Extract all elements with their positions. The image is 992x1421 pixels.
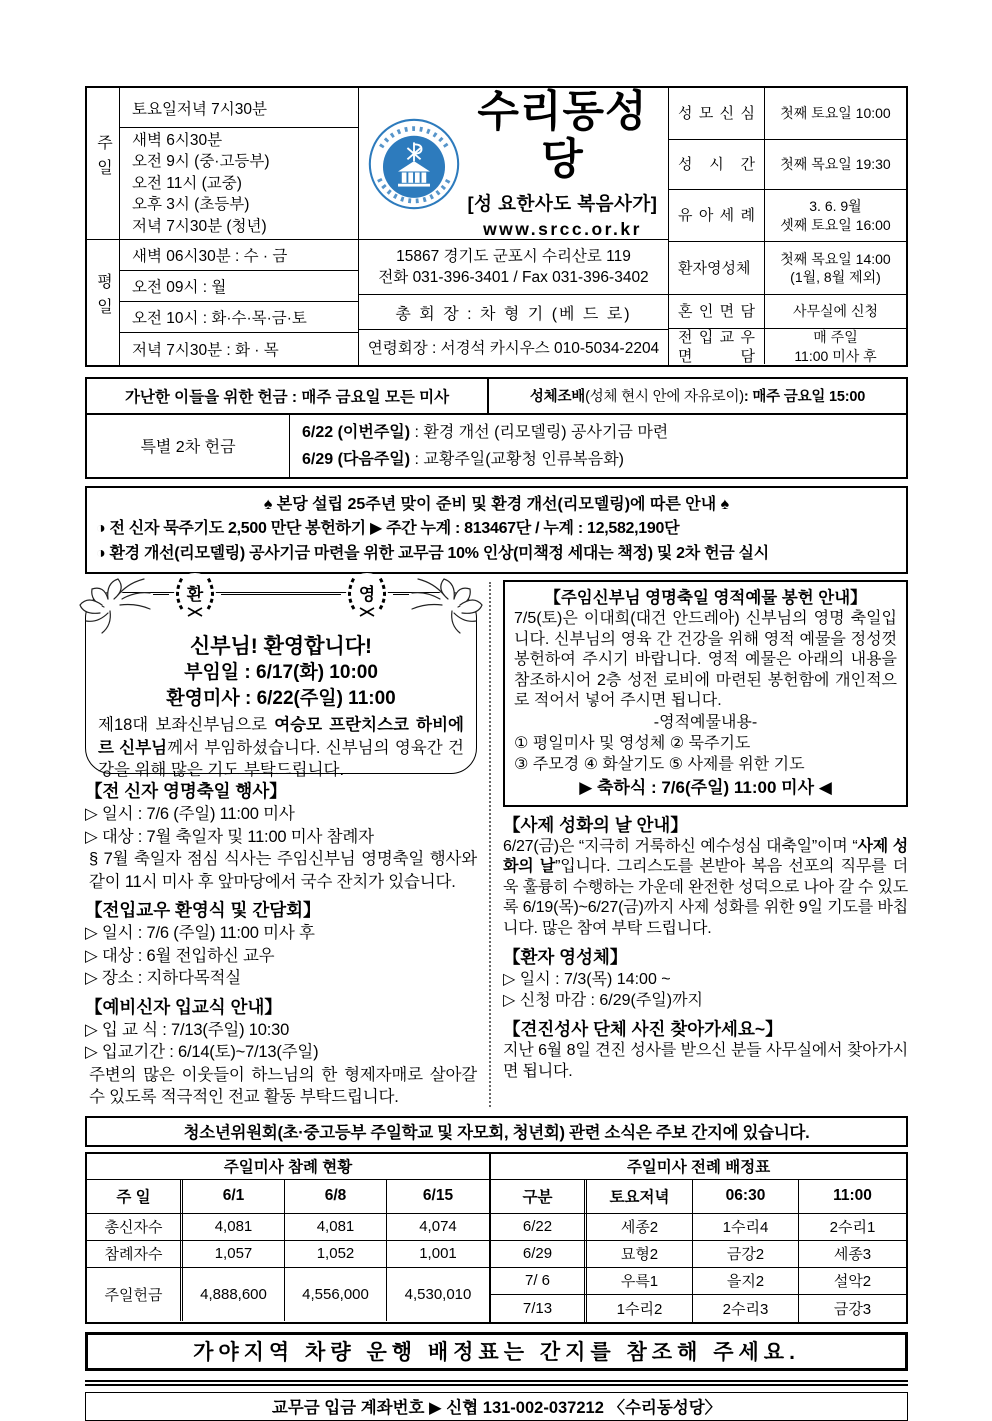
- right-column: [489, 580, 908, 1109]
- account-number-notice: 교무금 입금 계좌번호 ▶ 신협 131-002-037212 〈수리동성당〉: [85, 1392, 908, 1421]
- anniversary-line: ◑ 환경 개선(리모델링) 공사기금 마련을 위한 교무금 10% 인상(미책정 세대는 책정) 및 2차 헌금 실시: [96, 544, 769, 562]
- section-item: ▷ 입교기간 : 6/14(토)~7/13(주일): [85, 1043, 319, 1061]
- table-cell: 1수리2: [587, 1295, 693, 1322]
- weekday-mass-row: 저녁 7시30분 : 화 · 목: [132, 341, 279, 359]
- table-header-cell: 토요저녁: [587, 1180, 693, 1213]
- table-title: 주일미사 전례 배정표: [491, 1154, 906, 1180]
- table-header-cell: 주 일: [87, 1180, 183, 1213]
- welcome-box: [85, 585, 477, 779]
- service-label: 혼 인 면 담: [678, 303, 755, 320]
- services-column: [669, 88, 906, 365]
- table-header-cell: 6/1: [183, 1180, 285, 1213]
- church-website: www.srcc.or.kr: [483, 218, 642, 239]
- chairman-line: 총 회 장 : 차 형 기 (베 드 로): [359, 295, 668, 330]
- service-label: 전 입 교 우: [678, 328, 755, 346]
- gift-box-list-line: ① 평일미사 및 영성체 ② 묵주기도: [514, 734, 751, 752]
- table-cell: 금강2: [693, 1241, 799, 1267]
- laurel-wreath-icon: [169, 571, 221, 617]
- patient-communion-section: [503, 946, 908, 1011]
- section-item: 주변의 많은 이웃들이 하느님의 한 형제자매로 살아갈 수 있도록 적극적인 전교 활동 부탁드립니다.: [89, 1065, 477, 1106]
- weekday-mass-row: 오전 10시 : 화·수·목·금·토: [120, 302, 358, 333]
- service-value: 첫째 목요일 19:30: [780, 156, 891, 173]
- service-value: 사무실에 신청: [792, 303, 879, 320]
- table-cell: 4,074: [419, 1218, 457, 1235]
- table-cell: 6/22: [491, 1214, 587, 1240]
- table-header-cell: 6/8: [285, 1180, 387, 1213]
- table-cell: 세종2: [587, 1214, 693, 1240]
- gift-box-subtitle: -영적예물내용-: [653, 713, 758, 731]
- table-cell: 7/ 6: [491, 1268, 587, 1294]
- church-subtitle: [성 요한사도 복음사가]: [467, 192, 658, 214]
- service-value: (1월, 8월 제외): [790, 269, 881, 285]
- table-row: [87, 1241, 489, 1268]
- spiritual-gift-box: [503, 580, 908, 807]
- table-row: [491, 1214, 906, 1241]
- service-value: 첫째 토요일 10:00: [780, 105, 891, 122]
- feast-day-section: [85, 779, 477, 893]
- double-rule-divider: [85, 1380, 908, 1386]
- welcome-title: 신부님! 환영합니다!: [189, 635, 373, 658]
- table-cell: 묘형2: [587, 1241, 693, 1267]
- table-row: [491, 1295, 906, 1322]
- table-row: [87, 1268, 489, 1321]
- youth-committee-notice: 청소년위원회(초·중고등부 주일학교 및 자모회, 청년회) 관련 소식은 주보 간지에 있습니다.: [85, 1116, 908, 1147]
- adoration-time: : 매주 금요일 15:00: [743, 389, 866, 405]
- table-cell: 주일헌금: [87, 1268, 183, 1321]
- service-row: [669, 295, 906, 329]
- anniversary-line: ◑ 전 신자 묵주기도 2,500 만단 봉헌하기 ▶ 주간 누계 : 813467단 / 누계 : 12,582,190단: [96, 520, 680, 537]
- table-cell: 6/29: [491, 1241, 587, 1267]
- section-heading: 【환자 영성체】: [503, 947, 628, 967]
- anniversary-notice-box: [85, 486, 908, 575]
- gaya-region-notice: 가야지역 차량 운행 배정표는 간지를 참조해 주세요.: [85, 1332, 908, 1371]
- table-cell: 1수리4: [693, 1214, 799, 1240]
- attendance-table: [85, 1152, 490, 1324]
- table-row: [491, 1268, 906, 1295]
- laurel-wreath-icon: [341, 571, 393, 617]
- service-value: 3. 6. 9월: [809, 198, 862, 214]
- section-heading: 【전 신자 영명축일 행사】: [85, 781, 287, 801]
- service-value: 셋째 토요일 16:00: [780, 216, 891, 233]
- section-item: ▷ 입 교 식 : 7/13(주일) 10:30: [85, 1020, 290, 1039]
- sunday-mass-line: 오전 11시 (교중): [132, 174, 242, 192]
- service-row: [669, 140, 906, 190]
- poor-offering-cell: 가난한 이들을 위한 헌금 : 매주 금요일 모든 미사: [87, 379, 489, 413]
- church-name: 수리동성당: [477, 87, 648, 184]
- svg-text:환: 환: [186, 585, 204, 604]
- section-item: ▷ 대상 : 6월 전입하신 교우: [85, 946, 275, 965]
- special-offering-date: 6/29 (다음주일): [302, 450, 411, 468]
- catechumen-section: [85, 995, 477, 1109]
- bulletin-page: [85, 86, 908, 1421]
- church-identity-column: [359, 88, 669, 365]
- section-item: ▷ 일시 : 7/3(목) 14:00 ~: [503, 971, 671, 988]
- table-title: 주일미사 참례 현황: [87, 1154, 489, 1180]
- welcome-mass-date: 환영미사 : 6/22(주일) 11:00: [166, 688, 396, 709]
- table-header-cell: 6/15: [422, 1187, 454, 1204]
- table-cell: 세종3: [833, 1246, 872, 1263]
- service-value: 11:00 미사 후: [794, 347, 877, 364]
- section-item: ▷ 신청 마감 : 6/29(주일)까지: [503, 992, 703, 1009]
- welcome-paragraph: 제18대 보좌신부님으로 여승모 프란치스코 하비에르 신부님께서 부임하셨습니다. 신부님의 영육간 건강을 위해 많은 기도 부탁드립니다.: [98, 716, 464, 779]
- body-columns: [85, 580, 908, 1109]
- statistics-tables: [85, 1152, 908, 1324]
- service-row: [669, 242, 906, 295]
- anniversary-title: ♠ 본당 설립 25주년 맞이 준비 및 환경 개선(리모델링)에 따른 안내 ♠: [263, 495, 730, 513]
- section-item: ▷ 일시 : 7/6 (주일) 11:00 미사: [85, 805, 295, 823]
- service-row: [669, 190, 906, 242]
- table-cell: 2수리3: [693, 1295, 799, 1322]
- table-cell: 1,057: [183, 1241, 285, 1267]
- service-row: [669, 88, 906, 140]
- weekday-mass-row: 새벽 06시30분 : 수 · 금: [120, 240, 358, 271]
- gift-box-title: 【주임신부님 영명축일 영적예물 봉헌 안내】: [544, 589, 867, 607]
- table-cell: 2수리1: [829, 1219, 876, 1236]
- sunday-mass-line: 새벽 6시30분: [132, 131, 223, 149]
- confirmation-photo-section: [503, 1018, 908, 1082]
- section-item: ▷ 대상 : 7월 축일자 및 11:00 미사 참례자: [85, 827, 374, 846]
- table-header-row: [87, 1180, 489, 1214]
- gift-box-paragraph: 7/5(토)은 이대희(대건 안드레아) 신부님의 영명 축일입니다. 신부님의 영육 간 건강을 위해 영적 예물을 정성껏 봉헌하여 주시기 바랍니다. 영적 예물은 아래의 내용을 참조하시어 2층 성전 로비에 마련된 봉헌함에 개인적으로 적어서 넣어 주시면 됩니다.: [514, 610, 897, 709]
- table-cell: 4,081: [285, 1214, 387, 1240]
- liturgy-table: [490, 1152, 908, 1324]
- adoration-title: 성체조배: [529, 389, 586, 405]
- sunday-mass-line: 오전 9시 (중·고등부): [132, 153, 270, 171]
- section-item: ▷ 장소 : 지하다목적실: [85, 969, 241, 987]
- section-heading: 【사제 성화의 날 안내】: [503, 814, 688, 835]
- special-offering-label: 특별 2차 헌금: [87, 415, 290, 477]
- sunday-mass-line: 오후 3시 (초등부): [132, 196, 250, 214]
- service-label: 환자영성체: [678, 259, 751, 277]
- table-cell: 1,001: [419, 1245, 457, 1262]
- table-header-cell: 구분: [491, 1180, 587, 1213]
- service-label: 성 모 신 심: [678, 105, 755, 122]
- section-paragraph: 지난 6월 8일 견진 성사를 받으신 분들 사무실에서 찾아가시면 됩니다.: [503, 1042, 908, 1080]
- column-divider: [489, 582, 491, 1107]
- sunday-schedule: [87, 88, 358, 240]
- service-label: 유 아 세 례: [678, 207, 755, 224]
- welcome-appointment-date: 부임일 : 6/17(화) 10:00: [184, 662, 378, 683]
- table-header-cell: 06:30: [693, 1180, 799, 1213]
- sunday-label: 주일: [87, 88, 120, 239]
- table-cell: 1,052: [285, 1241, 387, 1267]
- section-heading: 【전입교우 환영식 및 간담회】: [85, 900, 321, 920]
- purgatory-chairman-line: 연령회장 : 서경석 카시우스 010-5034-2204: [367, 340, 660, 358]
- table-cell: 4,888,600: [183, 1268, 285, 1321]
- table-cell: 참례자수: [87, 1241, 183, 1267]
- church-logo-icon: [367, 117, 461, 211]
- masthead-table: [85, 86, 908, 367]
- left-column: [85, 580, 489, 1109]
- offering-table: [85, 377, 908, 479]
- table-cell: 4,556,000: [285, 1268, 387, 1321]
- gift-box-footer: ▶ 축하식 : 7/6(주일) 11:00 미사 ◀: [579, 777, 832, 797]
- section-item: ▷ 일시 : 7/6 (주일) 11:00 미사 후: [85, 924, 315, 942]
- welcome-decoration: [132, 571, 430, 617]
- service-label: 성 시 간: [678, 156, 755, 173]
- saturday-mass-row: 토요일저녁 7시30분: [120, 88, 358, 128]
- table-cell: 4,530,010: [404, 1285, 472, 1303]
- svg-text:영: 영: [358, 585, 376, 604]
- table-row: [87, 1214, 489, 1241]
- table-header-cell: 11:00: [833, 1187, 872, 1204]
- gift-box-list-line: ③ 주모경 ④ 화살기도 ⑤ 사제를 위한 기도: [514, 756, 805, 773]
- service-value: 매 주일: [813, 329, 858, 345]
- section-paragraph: 6/27(금)은 “지극히 거룩하신 예수성심 대축일”이며 “사제 성화의 날”입니다. 그리스도를 본받아 복음 선포의 직무를 더욱 훌륭히 수행하는 가운데 완전한 성덕으로 나아 갈 수 있도록 6/19(목)~6/27(금)까지 사제 성화를 위한 9일 기도를 바칩니다. 많은 참여 부탁 드립니다.: [503, 837, 909, 937]
- weekday-label: 평일: [87, 240, 120, 365]
- table-cell: 금강3: [833, 1300, 872, 1318]
- service-row: [669, 329, 906, 364]
- special-offering-line: [302, 419, 906, 446]
- table-cell: 4,081: [183, 1214, 285, 1240]
- weekday-mass-row: 오전 09시 : 월: [120, 271, 358, 302]
- church-phone: 전화 031-396-3401 / Fax 031-396-3402: [378, 269, 649, 286]
- table-cell: 설악2: [833, 1273, 872, 1290]
- special-offering-line: [302, 446, 906, 473]
- table-cell: 7/13: [491, 1295, 587, 1322]
- table-header-row: [491, 1180, 906, 1214]
- special-offering-desc: : 환경 개선 (리모델링) 공사기금 마련: [410, 423, 669, 441]
- special-offering-date: 6/22 (이번주일): [302, 423, 411, 441]
- weekday-schedule: [87, 240, 358, 365]
- section-heading: 【견진성사 단체 사진 찾아가세요~】: [503, 1019, 783, 1039]
- adoration-note: (성체 현시 안에 자유로이): [585, 389, 744, 405]
- service-label: 면 담: [678, 347, 755, 365]
- special-offering-desc: : 교황주일(교황청 인류복음화): [410, 450, 624, 468]
- sunday-mass-line: 저녁 7시30분 (청년): [132, 217, 267, 235]
- table-cell: 총신자수: [87, 1214, 183, 1240]
- mass-schedule-column: [87, 88, 359, 365]
- church-address: 15867 경기도 군포시 수리산로 119: [396, 248, 631, 265]
- table-cell: 을지2: [693, 1268, 799, 1294]
- priest-sanctification-section: [503, 814, 908, 940]
- section-heading: 【예비신자 입교식 안내】: [85, 996, 282, 1017]
- service-value: 첫째 목요일 14:00: [780, 250, 891, 267]
- table-cell: 우륵1: [587, 1268, 693, 1294]
- table-row: [491, 1241, 906, 1268]
- newcomer-welcome-section: [85, 898, 477, 990]
- adoration-cell: [489, 379, 906, 413]
- section-item: § 7월 축일자 점심 식사는 주임신부님 영명축일 행사와 같이 11시 미사 후 앞마당에서 국수 잔치가 있습니다.: [89, 850, 477, 891]
